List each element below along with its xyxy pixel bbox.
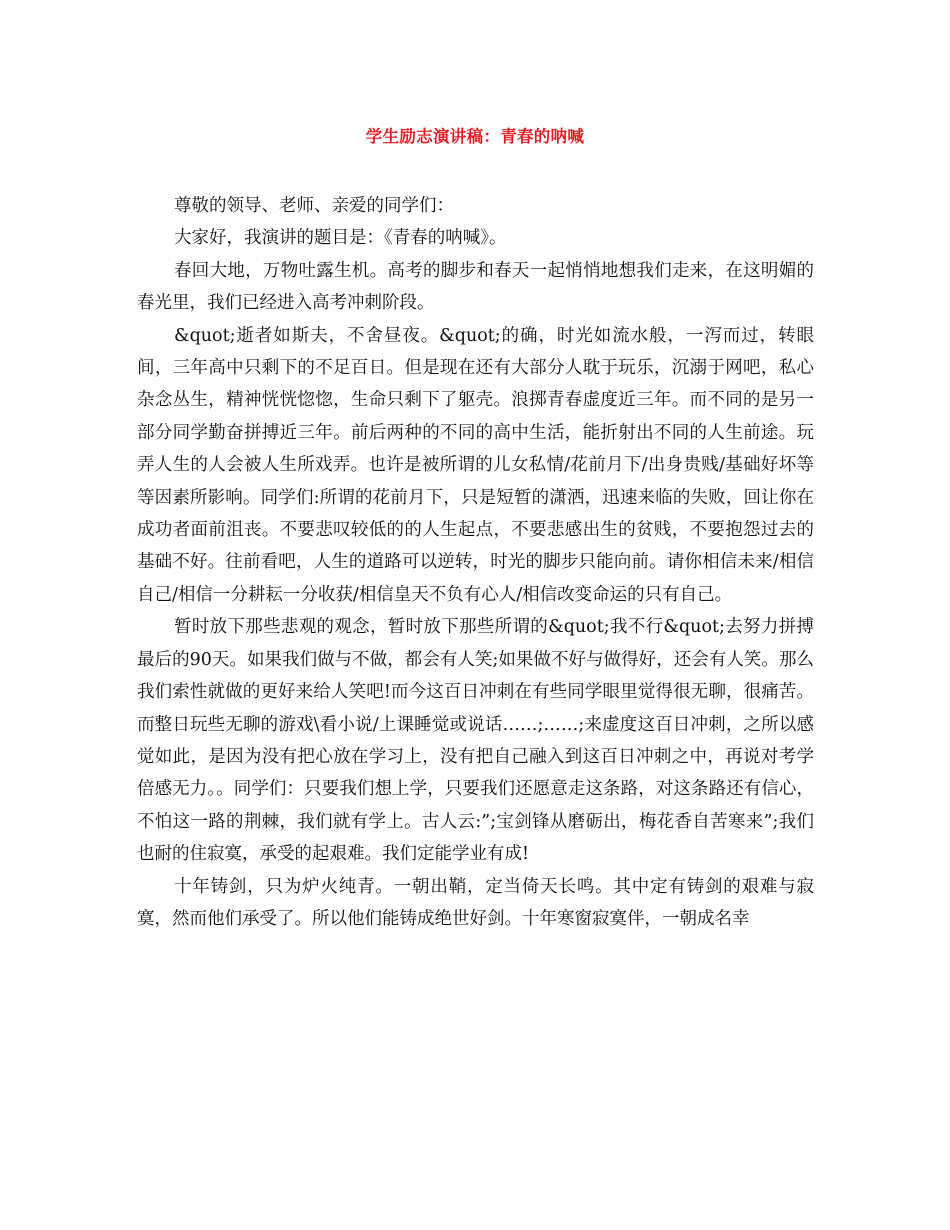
paragraph-effort: 暂时放下那些悲观的观念，暂时放下那些所谓的&quot;我不行&quot;去努力拼搏最后的90天。如果我们做与不做，都会有人笑;如果做不好与做得好，还会有人笑。那么我们索性就做的更好来给人笑吧!而今这百日冲刺在有些同学眼里觉得很无聊，很痛苦。而整日玩些无聊的游戏\看小说/上课睡觉或说话……;……;来虚度这百日冲刺，之所以感觉如此，是因为没有把心放在学习上，没有把自己融入到这百日冲刺之中，再说对考学倍感无力。。同学们：只要我们想上学，只要我们还愿意走这条路，对这条路还有信心，不怕这一路的荆棘，我们就有学上。古人云:”;宝剑锋从磨砺出，梅花香自苦寒来”;我们也耐的住寂寞，承受的起艰难。我们定能学业有成! — [137, 617, 814, 865]
document-title: 学生励志演讲稿：青春的呐喊 — [365, 127, 585, 146]
paragraph-time: &quot;逝者如斯夫，不舍昼夜。&quot;的确，时光如流水般，一泻而过，转眼间，三年高中只剩下的不足百日。但是现在还有大部分人耽于玩乐，沉溺于网吧，私心杂念丛生，精神恍恍惚惚，生命只剩下了躯壳。浪掷青春虚度近三年。而不同的是另一部分同学勤奋拼搏近三年。前后两种的不同的高中生活，能折射出不同的人生前途。玩弄人生的人会被人生所戏弄。也许是被所谓的儿女私情/花前月下/出身贵贱/基础好坏等等因素所影响。同学们:所谓的花前月下，只是短暂的潇洒，迅速来临的失败，回让你在成功者面前沮丧。不要悲叹较低的的人生起点，不要悲感出生的贫贱，不要抱怨过去的基础不好。往前看吧，人生的道路可以逆转，时光的脚步只能向前。请你相信未来/相信自己/相信一分耕耘一分收获/相信皇天不负有心人/相信改变命运的只有自己。 — [137, 325, 814, 605]
paragraph-salutation: 尊敬的领导、老师、亲爱的同学们： — [174, 196, 454, 216]
document-body — [137, 190, 814, 935]
paragraph-spring: 春回大地，万物吐露生机。高考的脚步和春天一起悄悄地想我们走来，在这明媚的春光里，我们已经进入高考冲刺阶段。 — [137, 260, 814, 314]
paragraph-sword: 十年铸剑，只为炉火纯青。一朝出鞘，定当倚天长鸣。其中定有铸剑的艰难与寂寞，然而他们承受了。所以他们能铸成绝世好剑。十年寒窗寂寞伴，一朝成名幸 — [137, 876, 814, 929]
paragraph-greeting: 大家好，我演讲的题目是：《青春的呐喊》。 — [174, 228, 507, 249]
